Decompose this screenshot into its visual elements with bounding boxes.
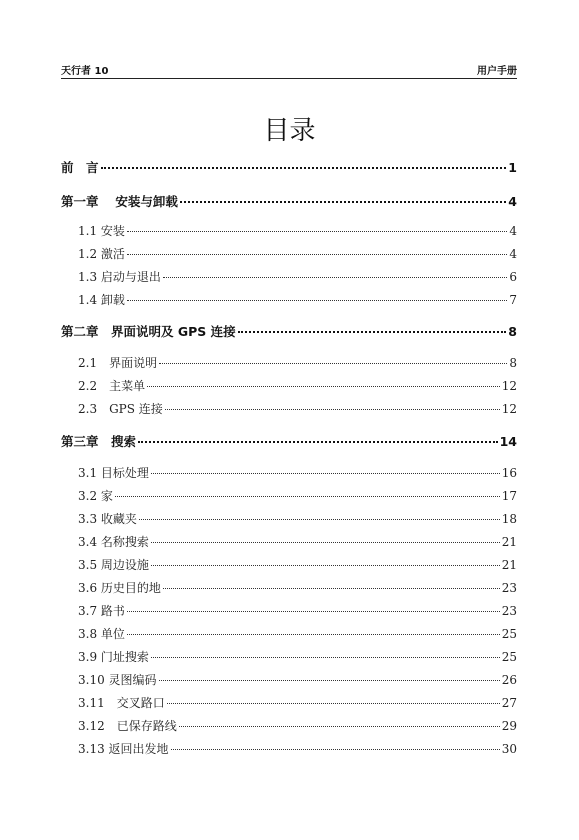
toc-page-number: 16 bbox=[501, 466, 517, 480]
toc-entry-2-1[interactable] bbox=[78, 354, 517, 371]
toc-entry-3-1[interactable] bbox=[78, 464, 517, 481]
toc-page-number: 21 bbox=[501, 558, 517, 572]
toc-entry-label: 1.4 卸载 bbox=[78, 293, 125, 307]
toc-leader bbox=[151, 657, 500, 658]
toc-entry-label: 1.2 激活 bbox=[78, 247, 125, 261]
toc-entry-label: 3.11 交叉路口 bbox=[78, 696, 165, 710]
toc-entry-3-3[interactable] bbox=[78, 510, 517, 527]
toc-leader bbox=[151, 473, 500, 474]
toc-leader bbox=[147, 386, 500, 387]
toc-entry-2-3[interactable] bbox=[78, 400, 517, 417]
toc-entry-1-3[interactable] bbox=[78, 268, 517, 285]
toc-entry-1-2[interactable] bbox=[78, 245, 517, 262]
toc-entry-3-4[interactable] bbox=[78, 533, 517, 550]
toc-leader bbox=[127, 254, 507, 255]
toc-page-number: 25 bbox=[501, 650, 517, 664]
toc-page-number: 7 bbox=[509, 293, 517, 307]
toc-entry-1-1[interactable] bbox=[78, 222, 517, 239]
toc-leader bbox=[167, 703, 500, 704]
toc-page-number: 27 bbox=[501, 696, 517, 710]
toc-entry-label: 2.1 界面说明 bbox=[78, 356, 158, 370]
toc-entry-3-9[interactable] bbox=[78, 648, 517, 665]
toc-entry-3-11[interactable] bbox=[78, 694, 517, 711]
toc-leader bbox=[127, 634, 500, 635]
toc-entry-label: 3.5 周边设施 bbox=[78, 558, 149, 572]
toc-leader bbox=[163, 277, 507, 278]
toc-entry-3-7[interactable] bbox=[78, 602, 517, 619]
toc-page-number: 21 bbox=[501, 535, 517, 549]
toc-entry-chapter-3[interactable] bbox=[61, 432, 517, 450]
toc-leader bbox=[115, 496, 500, 497]
toc-page-number: 23 bbox=[501, 581, 517, 595]
toc-leader bbox=[179, 726, 500, 727]
toc-page-number: 23 bbox=[501, 604, 517, 618]
toc-page-number: 4 bbox=[508, 194, 517, 209]
toc-entry-label: 1.1 安装 bbox=[78, 224, 125, 238]
toc-leader bbox=[151, 565, 500, 566]
toc-leader bbox=[238, 331, 507, 333]
toc-page-number: 14 bbox=[499, 434, 517, 449]
toc-leader bbox=[180, 201, 506, 203]
toc-page-number: 4 bbox=[509, 247, 517, 261]
toc-leader bbox=[127, 231, 507, 232]
toc-entry-3-12[interactable] bbox=[78, 717, 517, 734]
toc-entry-3-10[interactable] bbox=[78, 671, 517, 688]
toc-entry-label: 3.9 门址搜索 bbox=[78, 650, 149, 664]
toc-entry-label: 3.2 家 bbox=[78, 489, 113, 503]
toc-page-number: 29 bbox=[501, 719, 517, 733]
toc-page-number: 4 bbox=[509, 224, 517, 238]
toc-leader bbox=[127, 300, 507, 301]
toc-page-number: 12 bbox=[501, 402, 517, 416]
toc-leader bbox=[171, 749, 500, 750]
toc-page-number: 6 bbox=[509, 270, 517, 284]
header-manual-name: 用户手册 bbox=[477, 66, 517, 77]
toc-page-number: 18 bbox=[501, 512, 517, 526]
page-header bbox=[61, 60, 517, 79]
toc-page-number: 25 bbox=[501, 627, 517, 641]
toc-leader bbox=[151, 542, 500, 543]
toc-page-number: 12 bbox=[501, 379, 517, 393]
toc-entry-label: 2.3 GPS 连接 bbox=[78, 402, 163, 416]
toc-entry-label: 3.1 目标处理 bbox=[78, 466, 149, 480]
toc-entry-label: 3.12 已保存路线 bbox=[78, 719, 177, 733]
page-title: 目录 bbox=[263, 116, 316, 146]
toc-entry-label: 3.7 路书 bbox=[78, 604, 125, 618]
header-product-name: 天行者 10 bbox=[61, 66, 109, 77]
toc-entry-label: 3.4 名称搜索 bbox=[78, 535, 149, 549]
toc-entry-label: 3.8 单位 bbox=[78, 627, 125, 641]
toc-entry-1-4[interactable] bbox=[78, 291, 517, 308]
toc-entry-3-8[interactable] bbox=[78, 625, 517, 642]
toc-entry-3-2[interactable] bbox=[78, 487, 517, 504]
toc-leader bbox=[138, 441, 498, 443]
toc-entry-chapter-2[interactable] bbox=[61, 322, 517, 340]
toc-entry-label: 第二章 界面说明及 GPS 连接 bbox=[61, 324, 236, 339]
toc-page-number: 8 bbox=[508, 324, 517, 339]
toc-entry-label: 3.13 返回出发地 bbox=[78, 742, 169, 756]
toc-page-number: 1 bbox=[508, 160, 517, 175]
toc-leader bbox=[127, 611, 500, 612]
toc-entry-label: 3.3 收藏夹 bbox=[78, 512, 137, 526]
toc-entry-2-2[interactable] bbox=[78, 377, 517, 394]
toc-entry-label: 前 言 bbox=[61, 160, 99, 175]
toc-page-number: 8 bbox=[509, 356, 517, 370]
toc-page-number: 17 bbox=[501, 489, 517, 503]
toc-entry-label: 第一章 安装与卸载 bbox=[61, 194, 178, 209]
toc-leader bbox=[159, 680, 500, 681]
toc-page-number: 30 bbox=[501, 742, 517, 756]
toc-leader bbox=[101, 167, 507, 169]
toc-entry-label: 1.3 启动与退出 bbox=[78, 270, 161, 284]
toc-entry-label: 3.6 历史目的地 bbox=[78, 581, 161, 595]
toc-leader bbox=[139, 519, 500, 520]
toc-entry-preface[interactable] bbox=[61, 158, 517, 176]
toc-entry-label: 第三章 搜索 bbox=[61, 434, 137, 449]
toc-entry-label: 3.10 灵图编码 bbox=[78, 673, 157, 687]
toc-entry-3-5[interactable] bbox=[78, 556, 517, 573]
toc-entry-chapter-1[interactable] bbox=[61, 192, 517, 210]
toc-entry-label: 2.2 主菜单 bbox=[78, 379, 146, 393]
toc-leader bbox=[163, 588, 500, 589]
toc-leader bbox=[165, 409, 500, 410]
toc-entry-3-13[interactable] bbox=[78, 740, 517, 757]
toc-entry-3-6[interactable] bbox=[78, 579, 517, 596]
toc-leader bbox=[159, 363, 507, 364]
toc-page-number: 26 bbox=[501, 673, 517, 687]
